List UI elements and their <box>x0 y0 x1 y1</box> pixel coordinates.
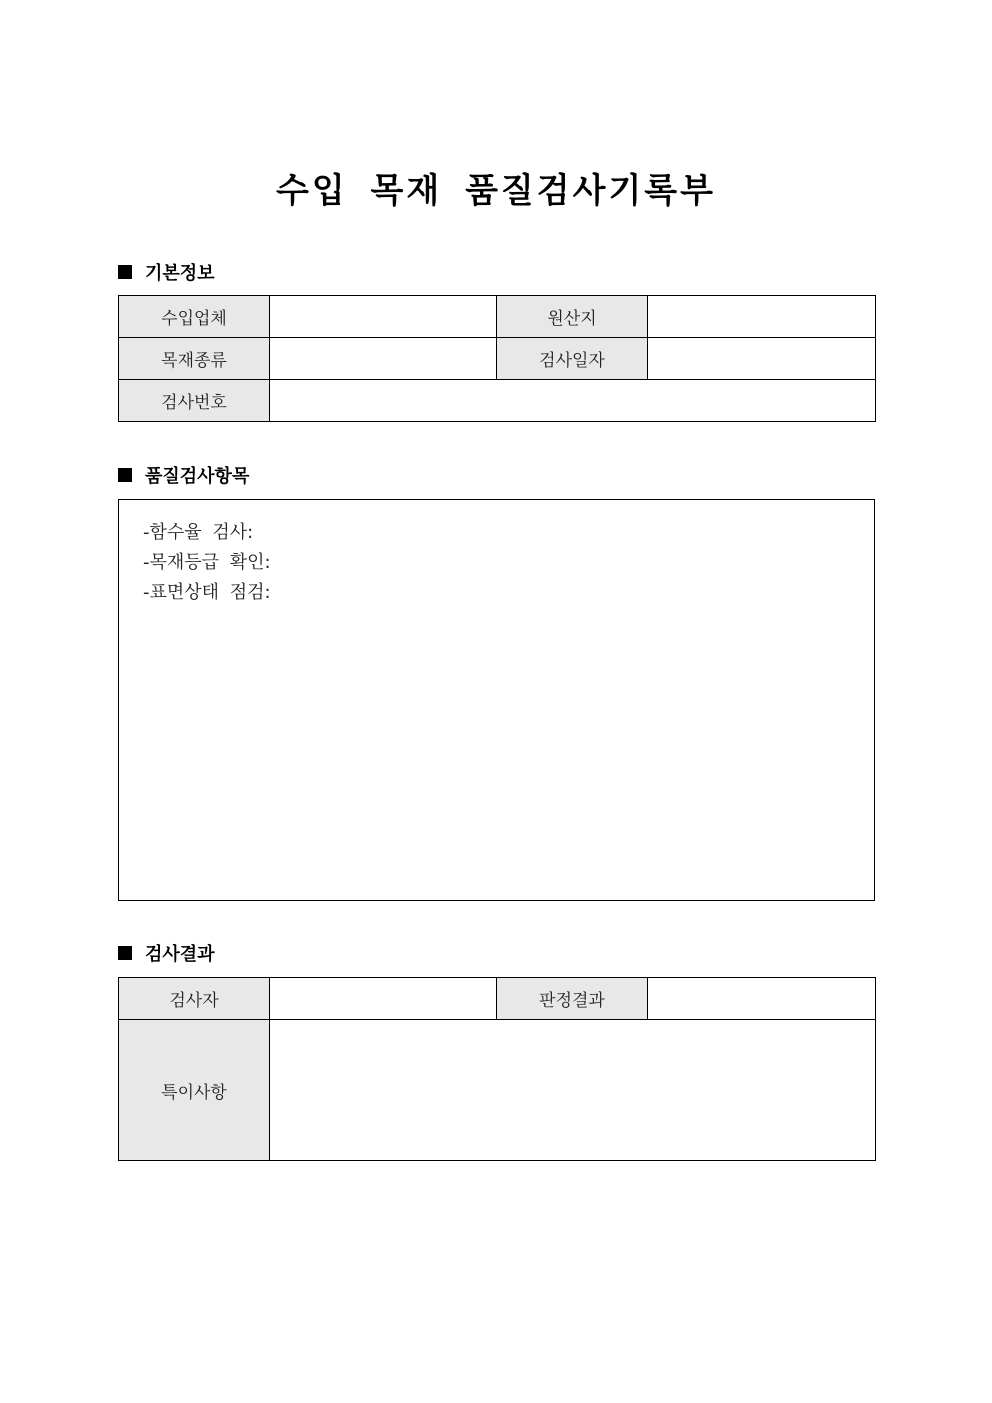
results-table <box>118 977 876 1161</box>
inspection-number-field[interactable] <box>270 380 876 422</box>
square-bullet-icon <box>118 468 132 482</box>
section-heading-results <box>118 940 215 966</box>
table-row <box>119 296 876 338</box>
document-title: 수입 목재 품질검사기록부 <box>276 171 716 211</box>
list-item: -목재등급 확인: <box>143 552 271 573</box>
table-row <box>119 338 876 380</box>
square-bullet-icon <box>118 265 132 279</box>
list-item: -표면상태 점검: <box>143 582 271 603</box>
inspection-date-field[interactable] <box>648 338 876 380</box>
judgement-label: 판정결과 <box>497 978 648 1020</box>
wood-type-label: 목재종류 <box>119 338 270 380</box>
inspection-number-label: 검사번호 <box>119 380 270 422</box>
importer-label: 수입업체 <box>119 296 270 338</box>
remarks-field[interactable] <box>270 1020 876 1161</box>
judgement-field[interactable] <box>648 978 876 1020</box>
table-row <box>119 380 876 422</box>
inspector-field[interactable] <box>270 978 497 1020</box>
remarks-label: 특이사항 <box>119 1020 270 1161</box>
quality-items-box[interactable] <box>118 499 875 901</box>
section-heading-label: 기본정보 <box>145 263 215 284</box>
inspection-date-label: 검사일자 <box>497 338 648 380</box>
table-row <box>119 978 876 1020</box>
basic-info-table <box>118 295 876 422</box>
inspector-label: 검사자 <box>119 978 270 1020</box>
square-bullet-icon <box>118 946 132 960</box>
origin-field[interactable] <box>648 296 876 338</box>
list-item: -함수율 검사: <box>143 522 254 543</box>
section-heading-basic-info <box>118 259 215 285</box>
origin-label: 원산지 <box>497 296 648 338</box>
wood-type-field[interactable] <box>270 338 497 380</box>
section-heading-label: 품질검사항목 <box>145 466 250 487</box>
importer-field[interactable] <box>270 296 497 338</box>
table-row <box>119 1020 876 1161</box>
section-heading-label: 검사결과 <box>145 944 215 965</box>
section-heading-quality-items <box>118 462 249 488</box>
quality-items-list <box>119 500 874 608</box>
